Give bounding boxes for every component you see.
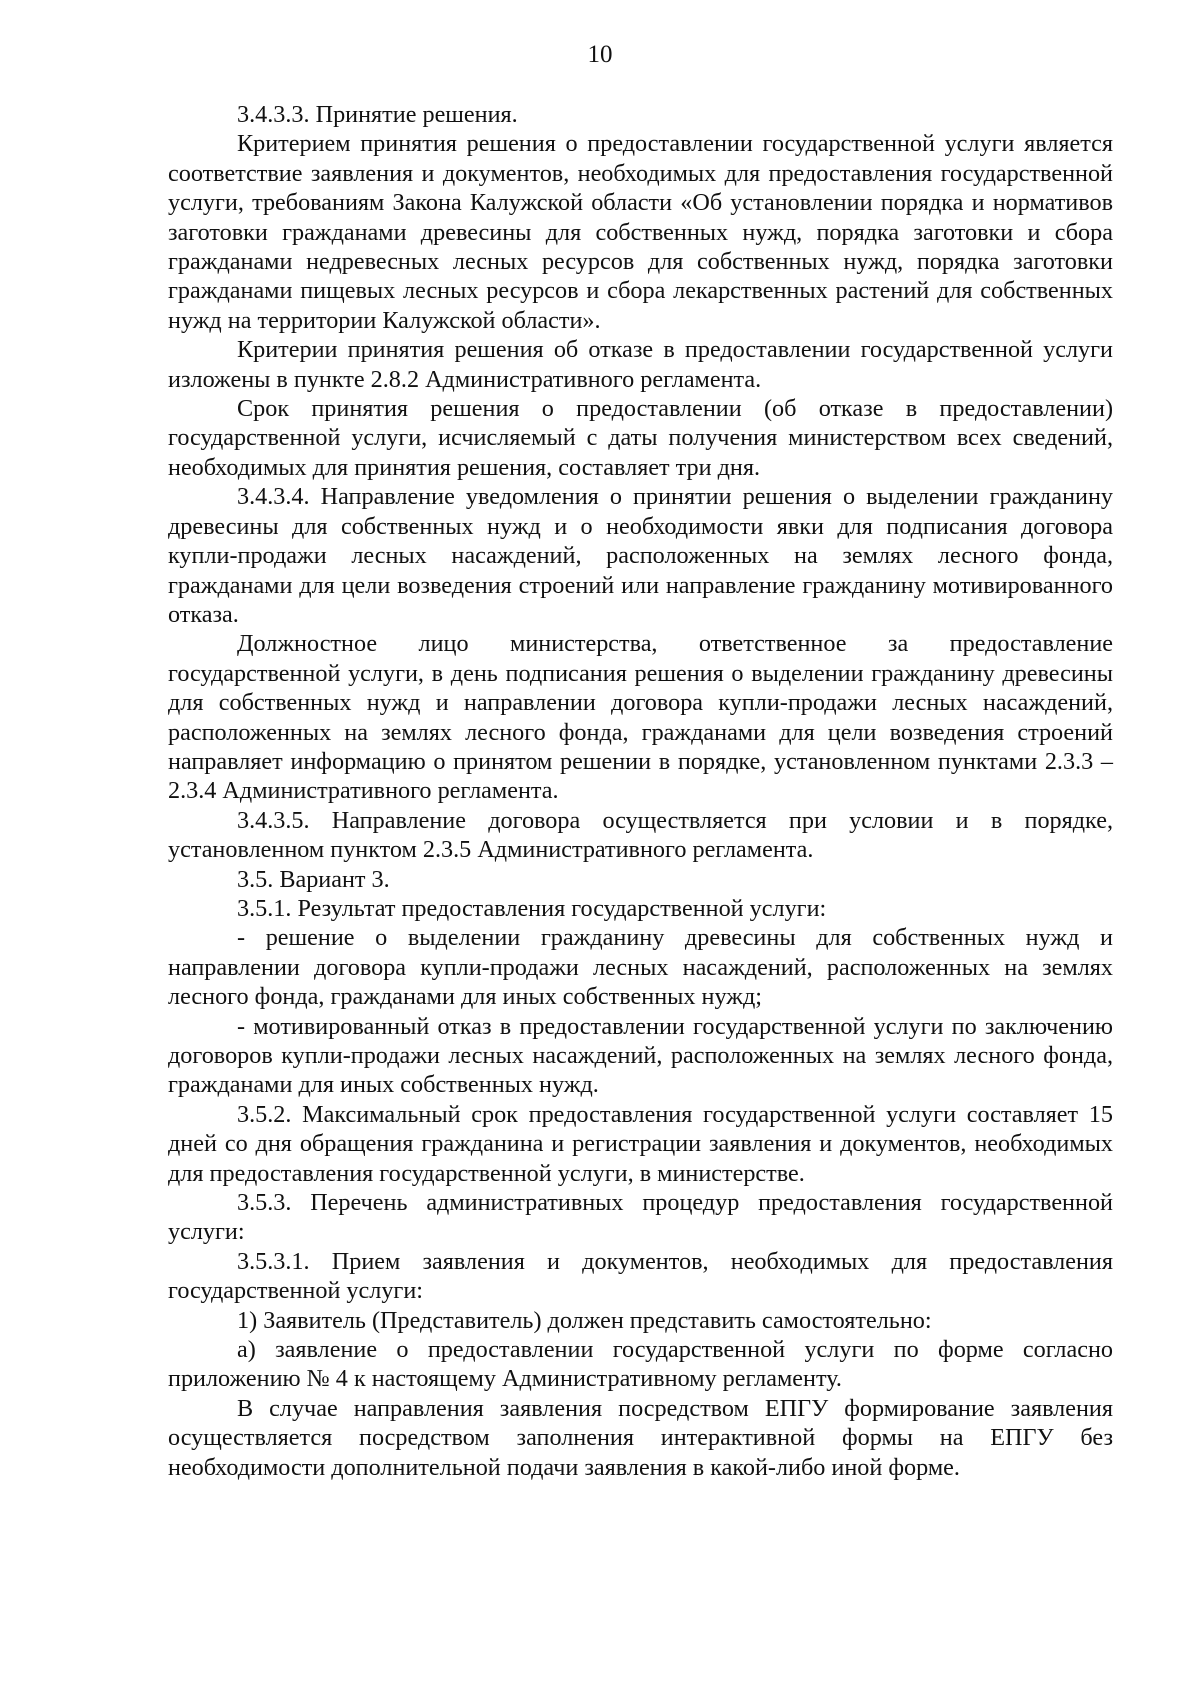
section-heading-3-5-3: 3.5.3. Перечень административных процедур предоставления государственной услуги: [168, 1189, 1113, 1246]
paragraph-decision-term: Срок принятия решения о предоставлении (об отказе в предоставлении) государственной услуги, исчисляемый с даты получения министерством всех сведений, необходимых для принятия решения, составляет три дня. [168, 395, 1113, 481]
list-item-refusal: - мотивированный отказ в предоставлении государственной услуги по заключению договоров купли-продажи лесных насаждений, расположенных на землях лесного фонда, гражданами для иных собственных нужд. [168, 1012, 1113, 1099]
paragraph-responsible-official: Должностное лицо министерства, ответственное за предоставление государственной услуги, в день подписания решения о выделении гражданину древесины для собственных нужд и направлении договора купли-продажи лесных насаждений, расположенных на землях лесного фонда, гражданами для цели возведения строений направляет информацию о принятом решении в порядке, установленном пунктами 2.3.3 – 2.3.4 Административного регламента. [168, 630, 1113, 805]
section-heading-3-4-3-3: 3.4.3.3. Принятие решения. [237, 101, 518, 128]
paragraph-refusal-criteria: Критерии принятия решения об отказе в предоставлении государственной услуги изложены в пункте 2.8.2 Административного регламента. [168, 336, 1113, 393]
section-heading-3-5-2: 3.5.2. Максимальный срок предоставления государственной услуги составляет 15 дней со дня обращения гражданина и регистрации заявления и документов, необходимых для предоставления государственной услуги, в министерстве. [168, 1100, 1113, 1187]
document-body [168, 100, 1113, 1482]
section-heading-3-4-3-4: 3.4.3.4. Направление уведомления о принятии решения о выделении гражданину древесины для собственных нужд и о необходимости явки для подписания договора купли-продажи лесных насаждений, расположенных на землях лесного фонда, гражданами для цели возведения строений или направление гражданину мотивированного отказа. [168, 483, 1113, 628]
section-heading-3-4-3-5: 3.4.3.5. Направление договора осуществляется при условии и в порядке, установленном пунктом 2.3.5 Административного регламента. [168, 806, 1113, 864]
section-heading-3-5-3-1: 3.5.3.1. Прием заявления и документов, необходимых для предоставления государственной услуги: [168, 1247, 1113, 1305]
section-heading-3-5: 3.5. Вариант 3. [237, 865, 390, 893]
page-number: 10 [587, 41, 613, 68]
paragraph-epgu: В случае направления заявления посредством ЕПГУ формирование заявления осуществляется посредством заполнения интерактивной формы на ЕПГУ без необходимости дополнительной подачи заявления в какой-либо иной форме. [168, 1394, 1113, 1481]
paragraph-decision-criterion: Критерием принятия решения о предоставлении государственной услуги является соответствие заявления и документов, необходимых для предоставления государственной услуги, требованиям Закона Калужской области «Об установлении порядка и нормативов заготовки гражданами древесины для собственных нужд, порядка заготовки и сбора гражданами недревесных лесных ресурсов для собственных нужд, порядка заготовки гражданами пищевых лесных ресурсов и сбора лекарственных растений для собственных нужд на территории Калужской области». [168, 130, 1113, 334]
section-heading-3-5-1: 3.5.1. Результат предоставления государственной услуги: [237, 894, 827, 922]
list-item-decision: - решение о выделении гражданину древесины для собственных нужд и направлении договора купли-продажи лесных насаждений, расположенных на землях лесного фонда, гражданами для иных собственных нужд; [168, 924, 1113, 1011]
list-item-application: а) заявление о предоставлении государственной услуги по форме согласно приложению № 4 к настоящему Административному регламенту. [168, 1336, 1113, 1393]
list-item-applicant: 1) Заявитель (Представитель) должен представить самостоятельно: [237, 1306, 932, 1334]
